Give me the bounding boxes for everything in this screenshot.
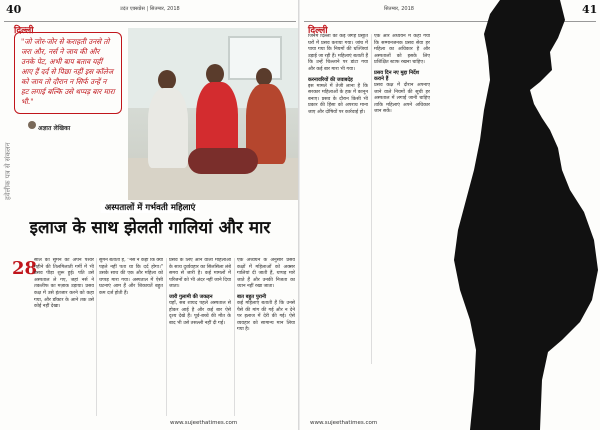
drop-cap: 28 — [12, 258, 38, 279]
column-text: यहाँ, सब शायद पहले अस्पताल से होकर आई है और कई बार ऐसे दृश्य देखे हैं। पूर्व-बच्चे की मौत के बाद भी उसे तसल्ली नहीं दी गई। — [169, 300, 231, 326]
headline: इलाज के साथ झेलती गालियां और मार — [29, 218, 271, 238]
column-text: कई महिलाएं बताती हैं कि उनसे पैसे की मांग की गई और न देने पर इलाज में देरी की गई। ऐसे व्यवहार को सामान्य मान लिया गया है। — [237, 300, 295, 333]
page-header: सितम्बर, 2018 — [384, 6, 414, 12]
hospital-photo — [128, 28, 298, 200]
article-column-1 — [34, 258, 94, 418]
header-rule — [4, 21, 296, 22]
column-text: इस मामले में तेजी लाना है कि सरकार महिलाओं के हक में कानून बनाए। प्रसव के दौरान किसी भी प्रकार की हिंसा को अपराध माना जाए और दोषियों पर कार्रवाई हो। — [308, 83, 368, 115]
column-subhead: बात बहुत पुरानी — [237, 293, 267, 300]
page-number: 41 — [582, 3, 598, 16]
pregnant-woman-silhouette — [430, 0, 600, 430]
page-number: 40 — [6, 3, 22, 16]
author-avatar — [28, 121, 36, 129]
article-column-4 — [237, 258, 295, 418]
column-text: सुमन बताती है, "नर्स ने कहा कि क्या पहले नहीं पता था कि दर्द होगा।" उसके साथ की एक और महिला को थप्पड़ मारा गया। अस्पताल में ऐसी घटनाएं आम हैं और शिकायतें बहुत कम दर्ज होती हैं। — [99, 258, 163, 296]
column-subhead: करनावरियों की जवाबदेह — [308, 76, 353, 83]
article-column-2 — [374, 34, 430, 364]
article-column-2 — [99, 258, 163, 418]
column-text: एक अध्ययन के अनुसार प्रसव कक्षों में महिलाओं को अक्सर गालियां दी जाती हैं, थप्पड़ मारे जाते हैं और उनकी निजता का ध्यान नहीं रखा जाता। — [237, 258, 295, 290]
footer-url[interactable]: www.sujeethatimes.com — [170, 420, 238, 426]
right-page — [300, 0, 600, 430]
section-label: दिल्ली — [14, 26, 34, 36]
column-text: प्रसव के लिए आने वाली महिलाओं के साथ दुर्व्यवहार का सिलसिला लंबे समय से जारी है। कई मामलों में परिजनों को भी अंदर नहीं जाने दिया जाता। — [169, 258, 231, 290]
column-text: प्रसव कक्ष में दौरान अपनाए जाने वाले नियमों की सूची हर अस्पताल में लगाई जानी चाहिए ताकि महिलाएं अपने अधिकार जान सकें। — [374, 82, 430, 115]
footer-url[interactable]: www.sujeethatimes.com — [310, 420, 378, 426]
section-label: दिल्ली — [308, 26, 328, 36]
column-text: एक और अध्ययन में कहा गया कि सम्मानजनक प्रसव सेवा हर महिला का अधिकार है और अस्पतालों को इसके लिए प्रशिक्षित स्टाफ रखना चाहिए। — [374, 34, 430, 66]
side-label: हवेलीक पत्र से संकलन — [4, 142, 12, 200]
column-text: जिनमें दिल्ली की कई जगह प्रसूति घरों में प्रसव कराया गया। जांच में पाया गया कि नियमों की धज्जियां उड़ाई जा रही हैं। महिलाएं बताती हैं कि उन्हें चिल्लाने पर डांटा गया और कई बार मारा भी गया। — [308, 34, 368, 72]
sub-headline: अस्पतालों में गर्भवती महिलाएं — [101, 202, 200, 213]
column-text: साल की सुमन को अपने पेश्वर महीने की तिलमिलाती गर्मी में भी प्रसव पीड़ा शुरू हुई। पति उसे अस्पताल ले गए, जहां नर्स ने तकलीफ का मज़ाक उड़ाया। प्रसव कक्ष में उसे इंतजार करने को कहा गया, और डॉक्टर के आने तक उसे कोई नहीं देखा। — [34, 258, 94, 310]
article-column-1 — [308, 34, 368, 364]
column-subhead: प्रसव दिन नए मुद्दा निर्देश कराने हैं — [374, 69, 420, 82]
pull-quote: "जो जोर-जोर से कराहती उनसे तो जरा और, नर्स ने जाय की और उनके पेट, अभी बाप बताव यहीं आए हैं दर्द से पिछा नहीं इस कॉलेज को जाय तो दौरान न सिर्फ उन्हें न हट लगाई बल्कि उसे थप्पड़ बार मारा भी." — [14, 32, 122, 114]
column-subhead: जारी गुलामी की जकड़न — [169, 293, 213, 300]
author-name: अज्ञात लेखिका — [38, 125, 71, 132]
article-column-3 — [169, 258, 231, 418]
page-header: उदंत एक्सप्रेस | सितम्बर, 2018 — [120, 6, 180, 12]
